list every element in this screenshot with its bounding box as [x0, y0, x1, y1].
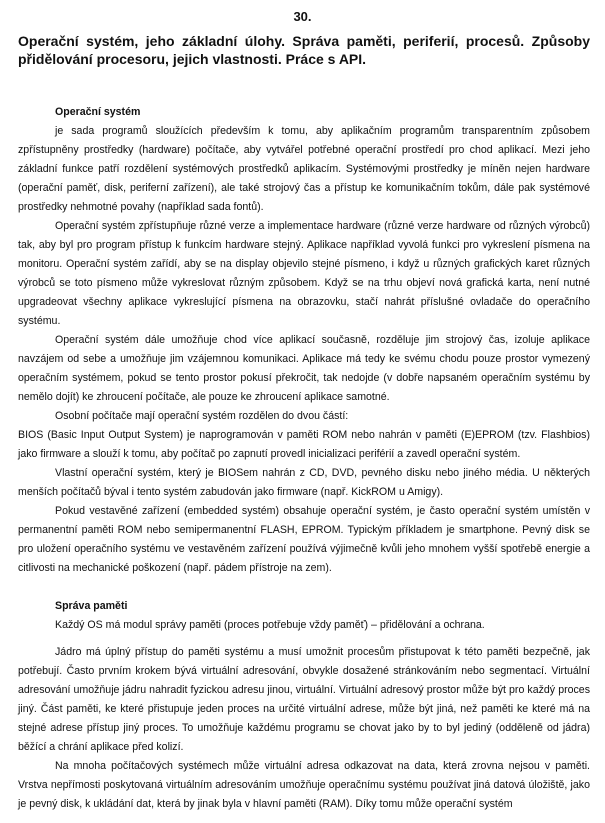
paragraph: Vlastní operační systém, který je BIOSem nahrán z CD, DVD, pevného disku nebo jiného média. U některých menších počítačů býval i tento systém zabudován jako firmware (např. KickROM u Amigy).: [18, 467, 590, 498]
paragraph-gap: [18, 635, 590, 643]
section-gap: [18, 578, 590, 597]
section-heading-os: Operační systém: [55, 106, 141, 118]
section-heading-memory: Správa paměti: [55, 600, 128, 612]
paragraph: Operační systém zpřístupňuje různé verze a implementace hardware (různé verze hardware od různých výrobců) tak, aby byl pro program přístup k funkcím hardware stejný. Aplikace například vyvolá funkci pro vykreslení písmena na monitoru. Operační systém zařídí, aby se na display objevilo stejné písmeno, i když u různých grafických karet různých výrobců se toto písmeno může vykreslovat různým způsobem. Když se na trhu objeví nová grafická karta, není nutné upgradeovat všechny aplikace vykreslující písmena na obrazovku, stačí nahrát příslušné ovladače do operačního systému.: [18, 220, 590, 327]
paragraph: BIOS (Basic Input Output System) je naprogramován v paměti ROM nebo nahrán v paměti (E)EPROM (tzv. Flashbios) jako firmware a slouží k tomu, aby počítač po zapnutí provedl inicializaci periférií a zavedl operační systém.: [18, 429, 590, 460]
page-number: 30.: [293, 9, 312, 24]
paragraph: Operační systém dále umožňuje chod více aplikací současně, rozděluje jim strojový čas, izoluje aplikace navzájem od sebe a umožňuje jim vzájemnou komunikaci. Aplikace má tedy ke svému chodu pouze prostor vymezený operačním systémem, pokud se tento prostor pokusí překročit, tak nedojde (v dobře napsaném operačním systému by nemělo dojít) ke zhroucení počítače, ale pouze ke zhroucení aplikace samotné.: [18, 334, 590, 403]
paragraph: Pokud vestavěné zařízení (embedded systém) obsahuje operační systém, je často operační systém umístěn v permanentní paměti ROM nebo semipermanentní FLASH, EPROM. Typickým příkladem je smartphone. Pevný disk se pro uložení operačního systému ve vestavěném zařízení používá výjimečně kvůli jeho mnohem vyšší spotřebě energie a citlivosti na mechanické poškození (např. pádem přístroje na zem).: [18, 505, 590, 574]
chapter-title: Operační systém, jeho základní úlohy. Správa paměti, periferií, procesů. Způsoby přidělování procesoru, jejich vlastnosti. Práce s API.: [18, 33, 590, 67]
paragraph: Osobní počítače mají operační systém rozdělen do dvou částí:: [55, 410, 349, 422]
document-body: [18, 103, 590, 814]
paragraph: Jádro má úplný přístup do paměti systému a musí umožnit procesům přistupovat k této paměti bezpečně, jak potřebují. Často prvním krokem bývá virtuální adresování, obvykle dosažené stránkováním nebo segmentací. Virtuální adresování umožňuje jádru nahradit fyzickou adresu jinou, virtuální. Virtuální adresový prostor může být pro každý proces jiný. Část paměti, ke které přistupuje jeden proces na určité virtuální adrese, může být jiná, než paměti ke které má na stejné adrese přístup jiný proces. To umožňuje každému programu se chovat jako by to byl jediný (odděleně od jádra) běžící a chrání aplikace před kolizí.: [18, 646, 590, 753]
paragraph: je sada programů sloužících především k tomu, aby aplikačním programům transparentním způsobem zpřístupněny prostředky (hardware) počítače, aby vytvářel potřebné operační prostředí pro chod aplikací. Mezi jeho základní funkce patří rozdělení systémových prostředků aplikacím. Systémovými prostředky je míněn nejen hardware (operační paměť, disk, periferní zařízení), ale také strojový čas a přístup ke komunikačním tokům, dále pak systémové prostředky nehmotné povahy (například sada fontů).: [18, 125, 590, 213]
paragraph: Každý OS má modul správy paměti (proces potřebuje vždy paměť) – přidělování a ochrana.: [55, 619, 485, 631]
paragraph: Na mnoha počítačových systémech může virtuální adresa odkazovat na data, která zrovna nejsou v paměti. Vrstva nepřímosti poskytovaná virtuálním adresováním umožňuje operačnímu systému používat jiná datová úložiště, jako je pevný disk, k ukládání dat, která by jinak byla v hlavní paměti (RAM). Díky tomu může operační systém: [18, 760, 590, 810]
